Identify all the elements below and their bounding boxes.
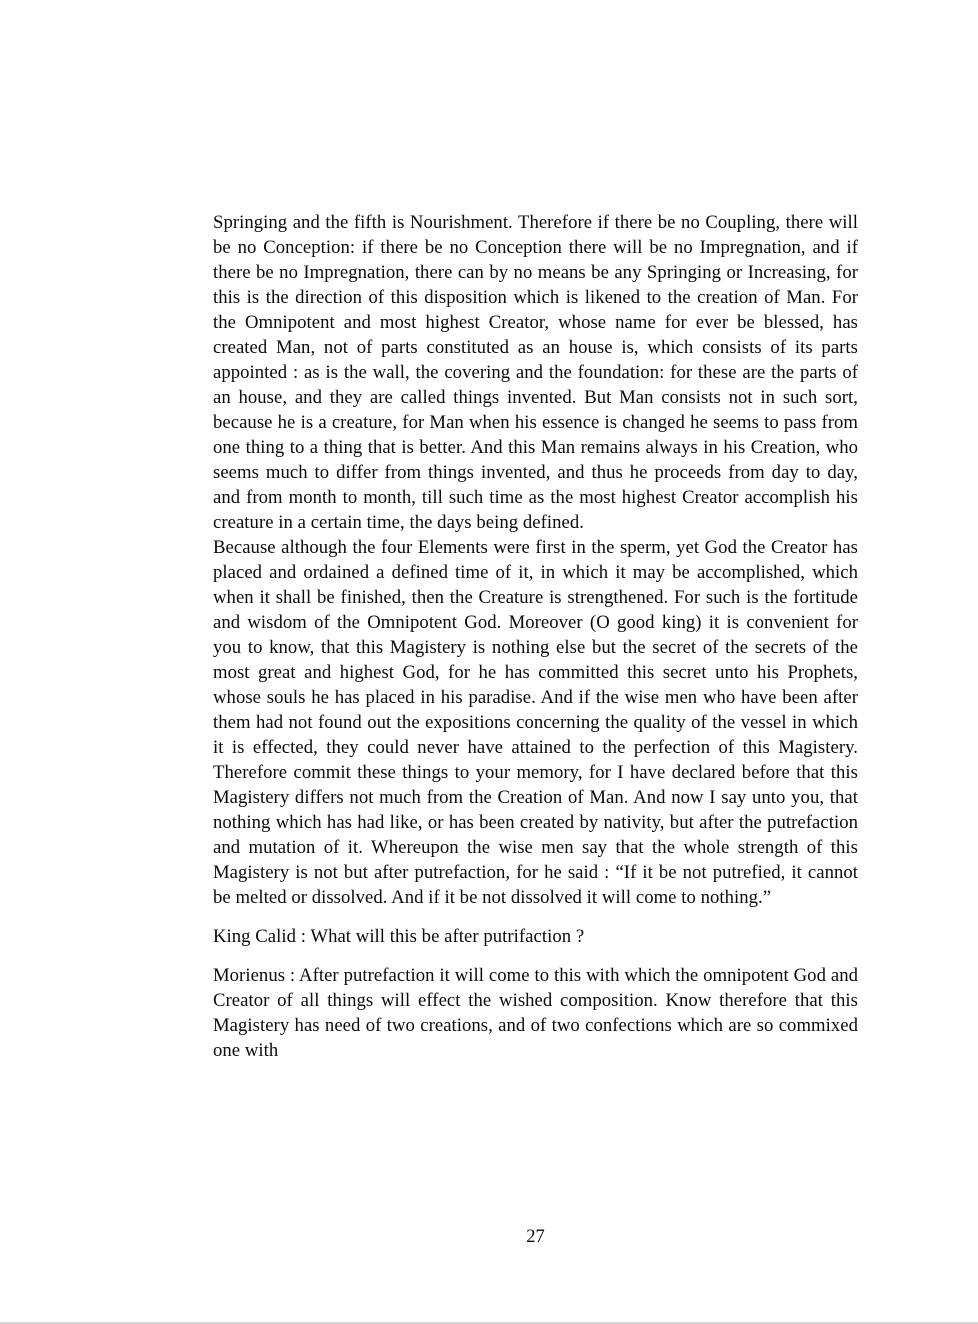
page-number: 27 xyxy=(526,1227,545,1247)
paragraph: King Calid : What will this be after putrifaction ? xyxy=(213,926,585,947)
body-text xyxy=(213,210,858,1063)
paragraph: Springing and the fifth is Nourishment. Therefore if there be no Coupling, there will be no Conception: if there be no Conception there will be no Impregnation, and if there be no Impregnation, there can by no means be any Springing or Increasing, for this is the direction of this disposition which is likened to the creation of Man. For the Omnipotent and most highest Creator, whose name for ever be blessed, has created Man, not of parts constituted as an house is, which consists of its parts appointed : as is the wall, the covering and the foundation: for these are the parts of an house, and they are called things invented. But Man consists not in such sort, because he is a creature, for Man when his essence is changed he seems to pass from one thing to a thing that is better. And this Man remains always in his Creation, who seems much to differ from things invented, and thus he proceeds from day to day, and from month to month, till such time as the most highest Creator accomplish his creature in a certain time, the days being defined. xyxy=(213,212,858,533)
paragraph: Morienus : After putrefaction it will come to this with which the omnipotent God and Creator of all things will effect the wished composition. Know therefore that this Magistery has need of two creations, and of two confections which are so commixed one with xyxy=(213,965,858,1061)
paragraph: Because although the four Elements were first in the sperm, yet God the Creator has placed and ordained a defined time of it, in which it may be accomplished, which when it shall be finished, then the Creature is strengthened. For such is the fortitude and wisdom of the Omnipotent God. Moreover (O good king) it is convenient for you to know, that this Magistery is nothing else but the secret of the secrets of the most great and highest God, for he has committed this secret unto his Prophets, whose souls he has placed in his paradise. And if the wise men who have been after them had not found out the expositions concerning the quality of the vessel in which it is effected, they could never have attained to the perfection of this Magistery. Therefore commit these things to your memory, for I have declared before that this Magistery differs not much from the Creation of Man. And now I say unto you, that nothing which has had like, or has been created by nativity, but after the putrefaction and mutation of it. Whereupon the wise men say that the whole strength of this Magistery is not but after putrefaction, for he said : “If it be not putrefied, it cannot be melted or dissolved. And if it be not dissolved it will come to nothing.” xyxy=(213,537,858,908)
